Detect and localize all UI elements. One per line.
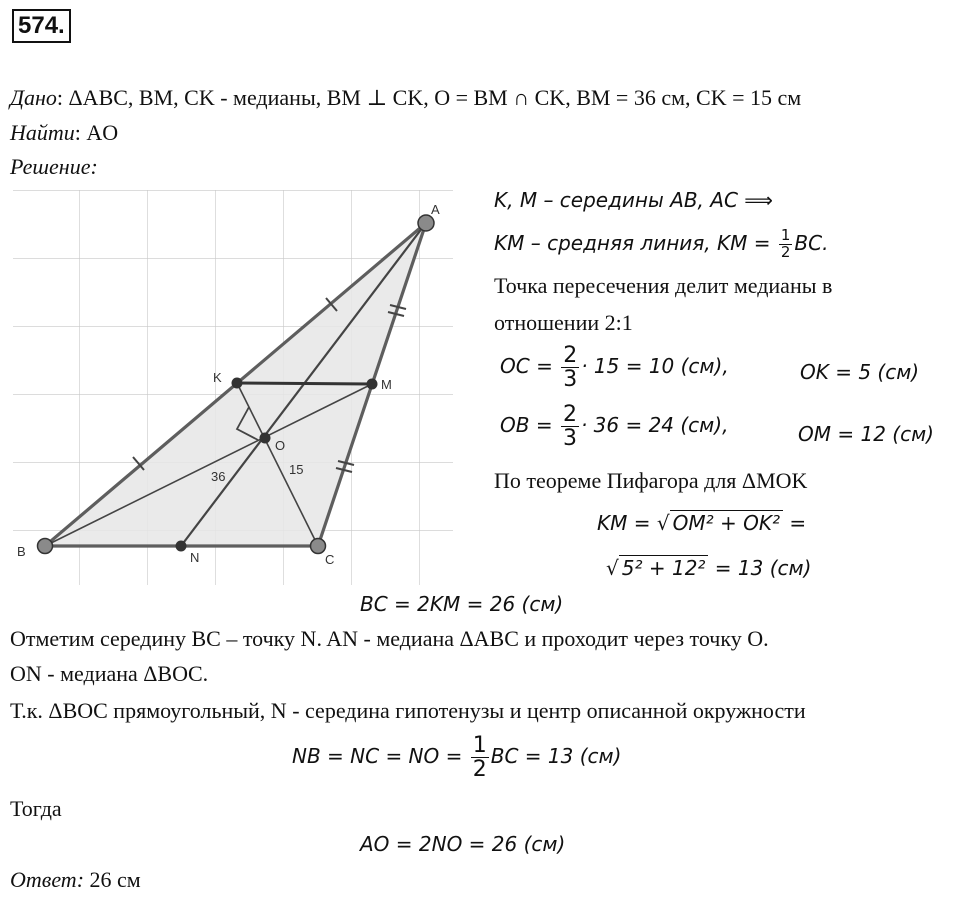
line-sqrt-result (606, 555, 811, 580)
find-line (10, 120, 118, 146)
line-then: Тогда (10, 796, 62, 821)
label-a: A (431, 202, 440, 217)
solution-label: Решение: (10, 154, 98, 179)
segment-km (237, 383, 372, 384)
line-ok: OK = 5 (см) (800, 360, 920, 384)
ob-start: OB = (500, 413, 559, 438)
label-c: C (325, 552, 335, 567)
fraction-num: 1 (780, 226, 791, 244)
line-ao: AO = 2NO = 26 (см) (360, 832, 566, 856)
sqrt-values: √ 5² + 12² (606, 555, 708, 580)
point-k (232, 378, 243, 389)
nb-start: NB = NC = NO = (292, 744, 469, 769)
triangle-figure (13, 190, 453, 585)
answer-label: Ответ: (10, 867, 85, 892)
sqrt-result-end: = 13 (см) (708, 556, 812, 580)
line-oc (500, 344, 729, 391)
problem-number: 574. (12, 9, 71, 43)
point-m (367, 379, 378, 390)
fraction-oc (561, 344, 579, 391)
line-midline (494, 228, 828, 261)
midline-text: KM – средняя линия, KM = (494, 230, 777, 255)
line-bc: BC = 2KM = 26 (см) (360, 592, 564, 616)
point-c (311, 539, 326, 554)
fraction-num: 2 (562, 402, 577, 427)
label-k: K (213, 370, 222, 385)
answer-line (10, 867, 141, 893)
find-label: Найти (10, 120, 75, 145)
line-on: ON - медиана ΔBOC. (10, 661, 209, 686)
km-end: = (782, 511, 807, 535)
fraction-den: 3 (563, 367, 578, 393)
radicand-km: OM² + OK² (670, 510, 783, 535)
label-36: 36 (211, 469, 226, 484)
find-text: : AO (74, 120, 119, 145)
given-label: Дано (10, 85, 57, 110)
fraction-den: 2 (780, 242, 791, 261)
radicand-values: 5² + 12² (619, 555, 709, 580)
label-15: 15 (289, 462, 304, 477)
label-m: M (381, 377, 392, 392)
line-nb (292, 734, 621, 781)
point-b (38, 539, 53, 554)
point-o (260, 433, 271, 444)
oc-start: OC = (500, 354, 560, 379)
line-pythagoras: По теореме Пифагора для ΔMOK (494, 468, 808, 493)
answer-value: 26 см (84, 867, 141, 892)
given-line (10, 85, 801, 111)
fraction-num: 2 (563, 343, 578, 368)
midline-text-end: BC. (794, 230, 829, 255)
km-start: KM = (597, 511, 657, 535)
label-b: B (17, 544, 26, 559)
line-mark-n: Отметим середину BC – точку N. AN - медиана ΔABC и проходит через точку O. (10, 626, 769, 651)
line-midpoints: K, M – середины AB, AC ⟹ (494, 188, 773, 212)
point-a (418, 215, 434, 231)
label-n: N (190, 550, 200, 565)
given-text: : ΔABC, BM, CK - медианы, BM ⊥ CK, O = BM ∩ CK, BM = 36 см, CK = 15 см (56, 85, 802, 110)
label-o: O (275, 438, 286, 453)
fraction-den: 2 (472, 757, 487, 783)
line-ratio-2: отношении 2:1 (494, 310, 633, 335)
line-ob (500, 403, 728, 450)
sqrt-km: √ OM² + OK² (657, 510, 783, 535)
fraction-nb (471, 734, 489, 781)
ob-end: · 36 = 24 (см), (580, 413, 729, 438)
line-om: OM = 12 (см) (798, 422, 934, 446)
line-ratio-1: Точка пересечения делит медианы в (494, 273, 833, 298)
line-right-triangle: Т.к. ΔBOC прямоугольный, N - середина гипотенузы и центр описанной окружности (10, 698, 806, 723)
fraction-den: 3 (562, 426, 577, 452)
fraction-half (779, 228, 793, 261)
nb-end: BC = 13 (см) (490, 744, 622, 769)
fraction-ob (561, 403, 579, 450)
point-n (176, 541, 187, 552)
line-km (597, 510, 806, 535)
oc-end: · 15 = 10 (см), (581, 354, 729, 379)
fraction-num: 1 (472, 733, 487, 758)
